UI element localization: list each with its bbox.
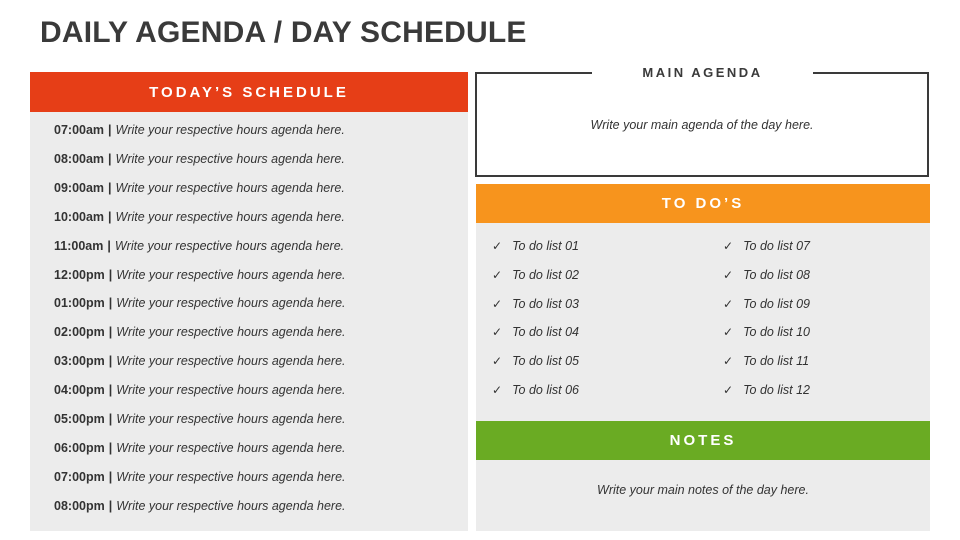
checkmark-icon: ✓ <box>723 267 734 282</box>
schedule-time: 04:00pm <box>54 383 105 398</box>
schedule-text: Write your respective hours agenda here. <box>115 151 345 166</box>
schedule-panel <box>30 112 468 531</box>
schedule-time: 08:00pm <box>54 498 105 513</box>
schedule-time: 05:00pm <box>54 412 105 426</box>
schedule-text: Write your respective hours agenda here. <box>116 383 346 398</box>
checkmark-icon: ✓ <box>723 325 734 340</box>
schedule-text: Write your respective hours agenda here. <box>115 180 345 195</box>
schedule-row[interactable] <box>54 236 344 256</box>
schedule-text: Write your respective hours agenda here. <box>115 209 345 224</box>
schedule-separator: | <box>108 469 113 484</box>
schedule-row[interactable] <box>54 265 346 285</box>
schedule-text: Write your respective hours agenda here. <box>114 238 345 253</box>
checkmark-icon: ✓ <box>492 325 503 340</box>
checkmark-icon: ✓ <box>723 296 734 311</box>
schedule-separator: | <box>108 412 113 426</box>
schedule-time: 02:00pm <box>54 325 105 340</box>
schedule-text: Write your respective hours agenda here. <box>116 498 346 513</box>
schedule-separator: | <box>108 209 112 224</box>
schedule-time: 07:00am <box>54 123 105 137</box>
schedule-row[interactable] <box>54 438 346 458</box>
todo-item[interactable] <box>492 265 579 285</box>
schedule-row[interactable] <box>54 467 346 487</box>
checkmark-icon: ✓ <box>492 239 503 253</box>
todo-label: To do list 01 <box>512 239 580 253</box>
notes-text[interactable]: Write your main notes of the day here. <box>597 483 809 497</box>
schedule-time: 06:00pm <box>54 440 105 455</box>
main-agenda-text[interactable]: Write your main agenda of the day here. <box>590 118 814 132</box>
checkmark-icon: ✓ <box>492 267 503 282</box>
checkmark-icon: ✓ <box>492 383 503 397</box>
schedule-time: 07:00pm <box>54 469 105 484</box>
checkmark-icon: ✓ <box>723 383 734 397</box>
todo-item[interactable] <box>723 351 809 371</box>
todo-label: To do list 11 <box>743 354 810 369</box>
schedule-text: Write your respective hours agenda here. <box>116 354 346 369</box>
todo-item[interactable] <box>492 351 579 371</box>
schedule-row[interactable] <box>54 178 345 198</box>
todo-header: TO DO’S <box>476 184 930 223</box>
todo-item[interactable] <box>723 380 810 400</box>
schedule-time: 12:00pm <box>54 267 105 282</box>
schedule-time: 01:00pm <box>54 296 105 311</box>
checkmark-icon: ✓ <box>723 354 734 369</box>
todo-label: To do list 03 <box>512 296 580 311</box>
schedule-text: Write your respective hours agenda here. <box>116 296 346 311</box>
todo-label: To do list 08 <box>743 267 811 282</box>
todo-label: To do list 02 <box>512 267 580 282</box>
main-agenda-label: MAIN AGENDA <box>592 62 813 84</box>
schedule-row[interactable] <box>54 293 346 313</box>
todo-item[interactable] <box>492 236 579 256</box>
schedule-row[interactable] <box>54 322 346 342</box>
schedule-time: 10:00am <box>54 209 105 224</box>
todo-item[interactable] <box>723 236 810 256</box>
schedule-separator: | <box>108 383 113 398</box>
todo-panel <box>476 223 930 421</box>
schedule-separator: | <box>108 151 112 166</box>
schedule-separator: | <box>108 123 112 137</box>
schedule-text: Write your respective hours agenda here. <box>116 440 346 455</box>
checkmark-icon: ✓ <box>723 239 734 253</box>
todo-item[interactable] <box>492 294 579 314</box>
page-title: DAILY AGENDA / DAY SCHEDULE <box>40 16 527 49</box>
schedule-header: TODAY’S SCHEDULE <box>30 72 468 112</box>
todo-item[interactable] <box>492 380 579 400</box>
schedule-text: Write your respective hours agenda here. <box>116 412 346 426</box>
todo-label: To do list 10 <box>743 325 811 340</box>
schedule-time: 08:00am <box>54 151 105 166</box>
schedule-text: Write your respective hours agenda here. <box>115 123 345 137</box>
schedule-time: 11:00am <box>54 238 104 253</box>
todo-label: To do list 04 <box>512 325 580 340</box>
schedule-separator: | <box>108 440 113 455</box>
todo-label: To do list 06 <box>512 383 580 397</box>
schedule-separator: | <box>107 238 111 253</box>
schedule-separator: | <box>108 498 113 513</box>
schedule-time: 03:00pm <box>54 354 105 369</box>
schedule-row[interactable] <box>54 409 346 429</box>
schedule-row[interactable] <box>54 496 346 516</box>
todo-label: To do list 07 <box>743 239 811 253</box>
todo-item[interactable] <box>492 322 579 342</box>
todo-item[interactable] <box>723 265 810 285</box>
notes-header: NOTES <box>476 421 930 460</box>
schedule-separator: | <box>108 296 113 311</box>
schedule-text: Write your respective hours agenda here. <box>116 267 346 282</box>
schedule-separator: | <box>108 354 113 369</box>
todo-label: To do list 12 <box>743 383 811 397</box>
checkmark-icon: ✓ <box>492 354 503 369</box>
schedule-row[interactable] <box>54 207 345 227</box>
todo-label: To do list 09 <box>743 296 811 311</box>
todo-item[interactable] <box>723 294 810 314</box>
schedule-row[interactable] <box>54 120 345 140</box>
schedule-separator: | <box>108 267 113 282</box>
todo-label: To do list 05 <box>512 354 580 369</box>
schedule-separator: | <box>108 180 112 195</box>
schedule-separator: | <box>108 325 113 340</box>
checkmark-icon: ✓ <box>492 296 503 311</box>
todo-item[interactable] <box>723 322 810 342</box>
schedule-text: Write your respective hours agenda here. <box>116 325 346 340</box>
schedule-row[interactable] <box>54 149 345 169</box>
schedule-row[interactable] <box>54 351 346 371</box>
schedule-time: 09:00am <box>54 180 105 195</box>
schedule-text: Write your respective hours agenda here. <box>116 469 346 484</box>
schedule-row[interactable] <box>54 380 346 400</box>
